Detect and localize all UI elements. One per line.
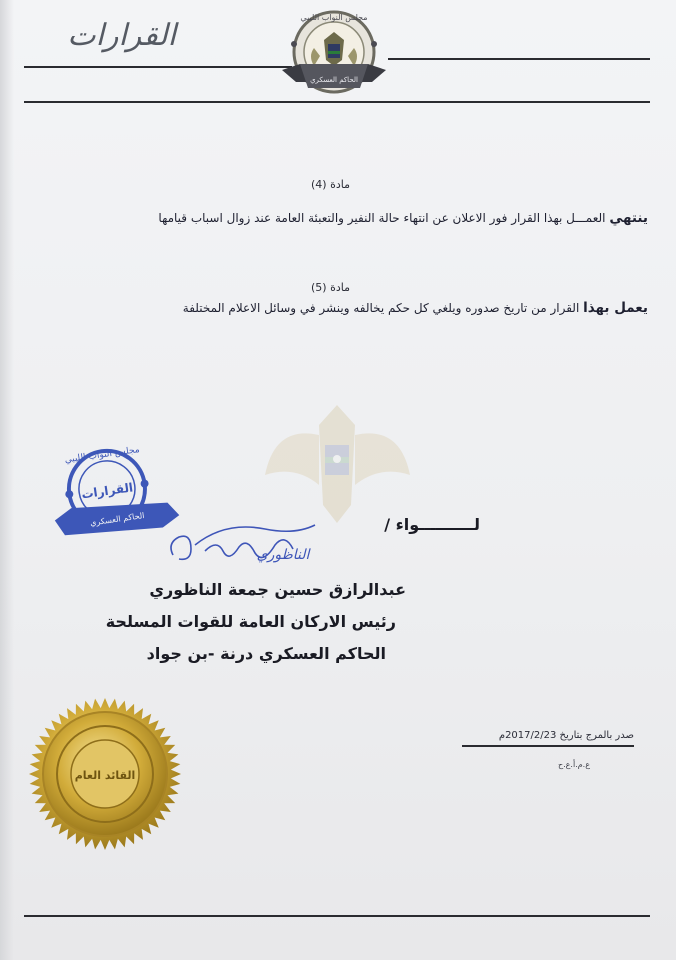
header-rule-top bbox=[24, 66, 292, 68]
article-4-lead: ينتهي bbox=[609, 210, 648, 226]
signatory-title-2: الحاكم العسكري درنة -بن جواد bbox=[146, 644, 386, 663]
handwritten-signature bbox=[165, 515, 325, 573]
emblem-ribbon-text: الحاكم العسكري bbox=[310, 76, 358, 84]
blue-ink-stamp bbox=[48, 440, 180, 552]
signatory-rank: لــــــــــواء / bbox=[384, 515, 480, 534]
signatory-name: عبدالرازق حسين جمعة الناظوري bbox=[149, 580, 406, 599]
article-5-lead: يعمل بهذا bbox=[583, 300, 648, 316]
stamp-top-text: مجلس النواب الليبي bbox=[64, 445, 141, 466]
page-edge-shadow bbox=[0, 0, 14, 960]
footer-rule bbox=[24, 915, 650, 917]
reference-code: ع.م.أ.ع.ح bbox=[557, 760, 590, 769]
signatory-title-1: رئيس الاركان العامة للقوات المسلحة bbox=[105, 612, 396, 631]
issued-underline bbox=[462, 745, 634, 747]
watermark-eagle bbox=[255, 395, 420, 535]
signature-text: الناظوري bbox=[256, 547, 310, 563]
gold-foil-seal bbox=[26, 695, 184, 853]
header-title: القرارات bbox=[67, 18, 176, 53]
article-5-body: القرار من تاريخ صدوره ويلغي كل حكم يخالفه وينشر في وسائل الاعلام المختلفة bbox=[182, 301, 584, 315]
article-4-text bbox=[158, 210, 648, 226]
article-5-heading: مادة (5) bbox=[311, 281, 350, 294]
header-rule-top-right bbox=[388, 58, 650, 60]
article-4-heading: مادة (4) bbox=[311, 178, 350, 191]
issued-date: صدر بالمرج بتاريخ 2017/2/23م bbox=[498, 730, 634, 741]
seal-text: القائد العام bbox=[74, 769, 136, 782]
article-4-body: العمـــل بهذا القرار فور الاعلان عن انتهاء حالة النفير والتعبئة العامة عند زوال اسباب قيامها bbox=[158, 211, 610, 225]
emblem-text: مجلس النواب الليبي bbox=[300, 13, 368, 22]
stamp-ribbon-text: الحاكم العسكري bbox=[89, 511, 145, 528]
stamp-center-text: القرارات bbox=[80, 480, 134, 502]
article-5-text bbox=[183, 300, 648, 316]
header-emblem bbox=[278, 4, 390, 102]
